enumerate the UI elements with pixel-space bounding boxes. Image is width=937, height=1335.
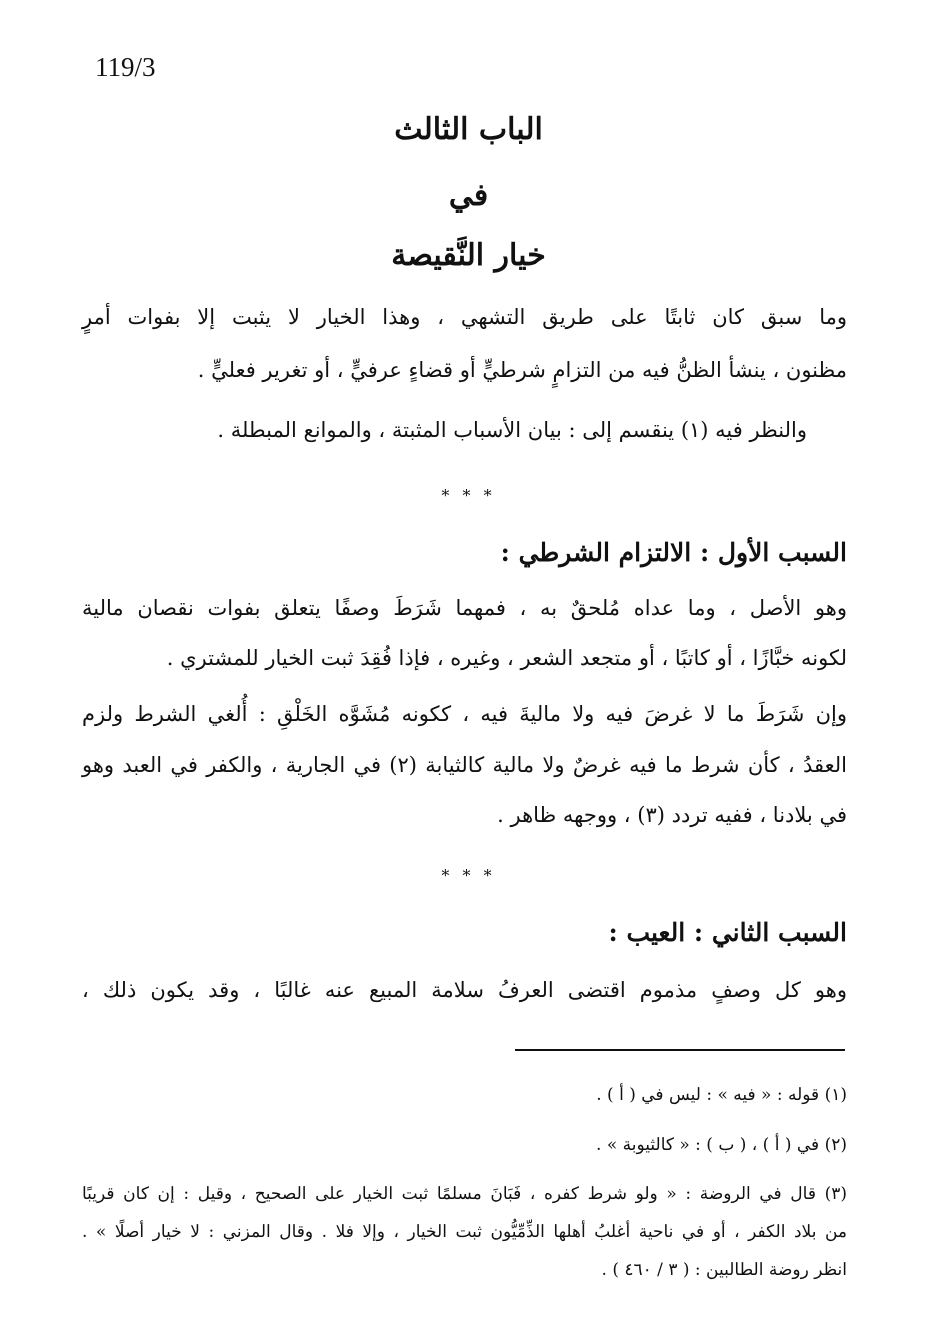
intro-line: والنظر فيه (١) ينقسم إلى : بيان الأسباب المثبتة ، والموانع المبطلة . [217,418,807,442]
text-line: وهو الأصل ، وما عداه مُلحقٌ به ، فمهما شَرَطَ وصفًا يتعلق بفوات نقصان مالية [82,596,847,620]
footnote-1: (١) قوله : « فيه » : ليس في ( أ ) . [596,1085,847,1105]
section-separator: * * * [441,866,496,885]
text-line: وهو كل وصفٍ مذموم اقتضى العرفُ سلامة المبيع عنه غالبًا ، وقد يكون ذلك ، [82,978,847,1002]
text-line: وإن شَرَطَ ما لا غرضَ فيه ولا ماليةَ فيه ، ككونه مُشَوَّه الخَلْقِ : أُلغي الشرط ولزم [82,702,847,726]
text-line: لكونه خبَّازًا ، أو كاتبًا ، أو متجعد الشعر ، وغيره ، فإذا فُقِدَ ثبت الخيار للمشتري . [166,646,847,670]
footnote-rule [515,1049,845,1051]
text-line: في بلادنا ، ففيه تردد (٣) ، ووجهه ظاهر . [497,803,847,827]
section-heading: السبب الأول : الالتزام الشرطي : [500,538,847,567]
section-separator: * * * [441,486,496,505]
footnote-2: (٢) في ( أ ) ، ( ب ) : « كالثيوبة » . [596,1135,847,1155]
chapter-title: الباب الثالث [394,112,543,147]
intro-line: مظنون ، ينشأ الظنُّ فيه من التزامٍ شرطيٍّ أو قضاءٍ عرفيٍّ ، أو تغرير فعليٍّ . [197,358,847,382]
footnote-3-line: من بلاد الكفر ، أو في ناحية أغلبُ أهلها الذِّمِّيُّون ثبت الخيار ، وإلا فلا . وقال المزني : لا خيار أصلًا » . [82,1222,847,1242]
footnote-3-line: (٣) قال في الروضة : « ولو شرط كفره ، فَبَانَ مسلمًا ثبت الخيار على الصحيح ، وقيل : إن كان قريبًا [82,1184,847,1204]
chapter-title-preposition: في [448,178,489,213]
intro-line: وما سبق كان ثابتًا على طريق التشهي ، وهذا الخيار لا يثبت إلا بفوات أمرٍ [82,305,847,329]
section-heading: السبب الثاني : العيب : [608,918,847,947]
text-line: العقدُ ، كأن شرط ما فيه غرضٌ ولا مالية كالثيابة (٢) في الجارية ، والكفر في العبد وهو [82,753,847,777]
page-number: 119/3 [95,52,156,82]
footnote-3-line: انظر روضة الطالبين : ( ٣ / ٤٦٠ ) . [601,1260,847,1280]
chapter-subtitle: خيار النَّقيصة [391,238,546,273]
